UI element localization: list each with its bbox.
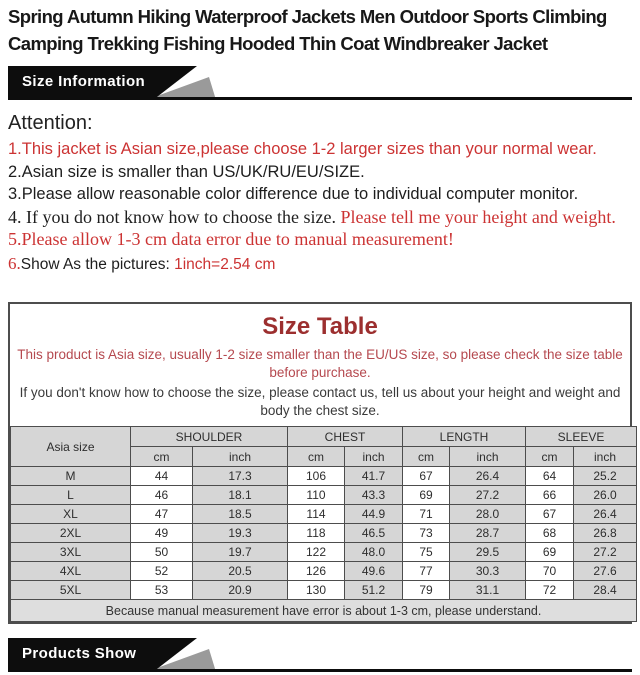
chest-cm-cell: 118 [288, 524, 345, 543]
length-cm-cell: 77 [403, 562, 450, 581]
unit-header-cm: cm [526, 447, 574, 467]
note-6-number: 6. [8, 253, 21, 273]
chest-cm-cell: 106 [288, 467, 345, 486]
col-header-sleeve: SLEEVE [526, 427, 637, 447]
size-table-row [11, 505, 637, 524]
size-information-banner-label: Size Information [22, 73, 146, 90]
size-cell: 4XL [11, 562, 131, 581]
sleeve-inch-cell: 26.0 [574, 486, 637, 505]
chest-inch-cell: 48.0 [345, 543, 403, 562]
sleeve-cm-cell: 67 [526, 505, 574, 524]
unit-header-cm: cm [403, 447, 450, 467]
sleeve-inch-cell: 28.4 [574, 581, 637, 600]
size-table-row [11, 467, 637, 486]
sleeve-cm-cell: 64 [526, 467, 574, 486]
size-cell: M [11, 467, 131, 486]
size-cell: 2XL [11, 524, 131, 543]
products-show-banner-label: Products Show [22, 645, 137, 662]
length-cm-cell: 79 [403, 581, 450, 600]
attention-heading: Attention: [8, 112, 93, 134]
sleeve-inch-cell: 27.6 [574, 562, 637, 581]
length-inch-cell: 28.7 [450, 524, 526, 543]
length-cm-cell: 69 [403, 486, 450, 505]
length-cm-cell: 71 [403, 505, 450, 524]
size-table-row [11, 562, 637, 581]
note-4-red-text: Please tell me your height and weight. [340, 206, 616, 227]
sleeve-cm-cell: 66 [526, 486, 574, 505]
size-table-subtitle-black: If you don't know how to choose the size, please contact us, tell us about your height and weight and body the chest size. [19, 385, 621, 418]
shoulder-cm-cell: 50 [131, 543, 193, 562]
col-header-asia-size: Asia size [11, 427, 131, 467]
chest-cm-cell: 114 [288, 505, 345, 524]
shoulder-inch-cell: 18.5 [193, 505, 288, 524]
chest-inch-cell: 46.5 [345, 524, 403, 543]
note-4-black-text: 4. If you do not know how to choose the size. [8, 206, 341, 227]
length-cm-cell: 75 [403, 543, 450, 562]
note-6-black-text: Show As the pictures: [20, 255, 175, 273]
attention-note-2: 2.Asian size is smaller than US/UK/RU/EU/SIZE. [8, 162, 365, 181]
chest-inch-cell: 43.3 [345, 486, 403, 505]
sleeve-cm-cell: 72 [526, 581, 574, 600]
size-cell: 3XL [11, 543, 131, 562]
attention-note-1: 1.This jacket is Asian size,please choose 1-2 larger sizes than your normal wear. [8, 140, 597, 158]
size-table-footnote-row [11, 600, 637, 622]
note-6-red-text: 1inch=2.54 cm [174, 255, 276, 273]
attention-section [8, 110, 632, 276]
unit-header-inch: inch [450, 447, 526, 467]
length-inch-cell: 30.3 [450, 562, 526, 581]
sleeve-inch-cell: 26.4 [574, 505, 637, 524]
chest-cm-cell: 126 [288, 562, 345, 581]
shoulder-cm-cell: 47 [131, 505, 193, 524]
attention-note-4 [8, 206, 632, 229]
chest-inch-cell: 49.6 [345, 562, 403, 581]
length-inch-cell: 26.4 [450, 467, 526, 486]
sleeve-inch-cell: 25.2 [574, 467, 637, 486]
shoulder-cm-cell: 46 [131, 486, 193, 505]
size-table-row [11, 524, 637, 543]
col-header-chest: CHEST [288, 427, 403, 447]
chest-cm-cell: 130 [288, 581, 345, 600]
length-inch-cell: 31.1 [450, 581, 526, 600]
shoulder-cm-cell: 53 [131, 581, 193, 600]
shoulder-inch-cell: 20.9 [193, 581, 288, 600]
size-cell: XL [11, 505, 131, 524]
size-table-subtitle-red: This product is Asia size, usually 1-2 size smaller than the EU/US size, so please check the size table before purchase. [17, 347, 623, 380]
chest-cm-cell: 110 [288, 486, 345, 505]
shoulder-cm-cell: 44 [131, 467, 193, 486]
size-cell: 5XL [11, 581, 131, 600]
size-table-footnote: Because manual measurement have error is about 1-3 cm, please understand. [11, 600, 637, 622]
sleeve-cm-cell: 69 [526, 543, 574, 562]
unit-header-cm: cm [131, 447, 193, 467]
length-inch-cell: 29.5 [450, 543, 526, 562]
unit-header-cm: cm [288, 447, 345, 467]
length-inch-cell: 27.2 [450, 486, 526, 505]
attention-note-5: 5.Please allow 1-3 cm data error due to manual measurement! [8, 229, 454, 249]
shoulder-inch-cell: 20.5 [193, 562, 288, 581]
sleeve-inch-cell: 26.8 [574, 524, 637, 543]
size-information-banner [8, 66, 632, 103]
unit-header-inch: inch [193, 447, 288, 467]
size-table-panel [8, 302, 632, 624]
size-cell: L [11, 486, 131, 505]
chest-inch-cell: 44.9 [345, 505, 403, 524]
shoulder-inch-cell: 18.1 [193, 486, 288, 505]
length-inch-cell: 28.0 [450, 505, 526, 524]
size-table-header-row [11, 427, 637, 447]
size-table [10, 426, 637, 622]
size-table-row [11, 543, 637, 562]
size-table-row [11, 486, 637, 505]
size-table-title: Size Table [262, 313, 378, 340]
col-header-shoulder: SHOULDER [131, 427, 288, 447]
shoulder-inch-cell: 19.3 [193, 524, 288, 543]
shoulder-inch-cell: 17.3 [193, 467, 288, 486]
size-table-row [11, 581, 637, 600]
attention-note-3: 3.Please allow reasonable color difference due to individual computer monitor. [8, 185, 579, 203]
chest-inch-cell: 51.2 [345, 581, 403, 600]
chest-inch-cell: 41.7 [345, 467, 403, 486]
attention-note-6 [8, 253, 632, 277]
sleeve-cm-cell: 70 [526, 562, 574, 581]
product-description-page [0, 3, 640, 662]
chest-cm-cell: 122 [288, 543, 345, 562]
products-show-banner [8, 638, 632, 675]
unit-header-inch: inch [574, 447, 637, 467]
shoulder-inch-cell: 19.7 [193, 543, 288, 562]
shoulder-cm-cell: 52 [131, 562, 193, 581]
shoulder-cm-cell: 49 [131, 524, 193, 543]
sleeve-cm-cell: 68 [526, 524, 574, 543]
unit-header-inch: inch [345, 447, 403, 467]
col-header-length: LENGTH [403, 427, 526, 447]
product-title: Spring Autumn Hiking Waterproof Jackets Men Outdoor Sports Climbing Camping Trekking Fishing Hooded Thin Coat Windbreaker Jacket [8, 6, 607, 54]
length-cm-cell: 67 [403, 467, 450, 486]
sleeve-inch-cell: 27.2 [574, 543, 637, 562]
length-cm-cell: 73 [403, 524, 450, 543]
